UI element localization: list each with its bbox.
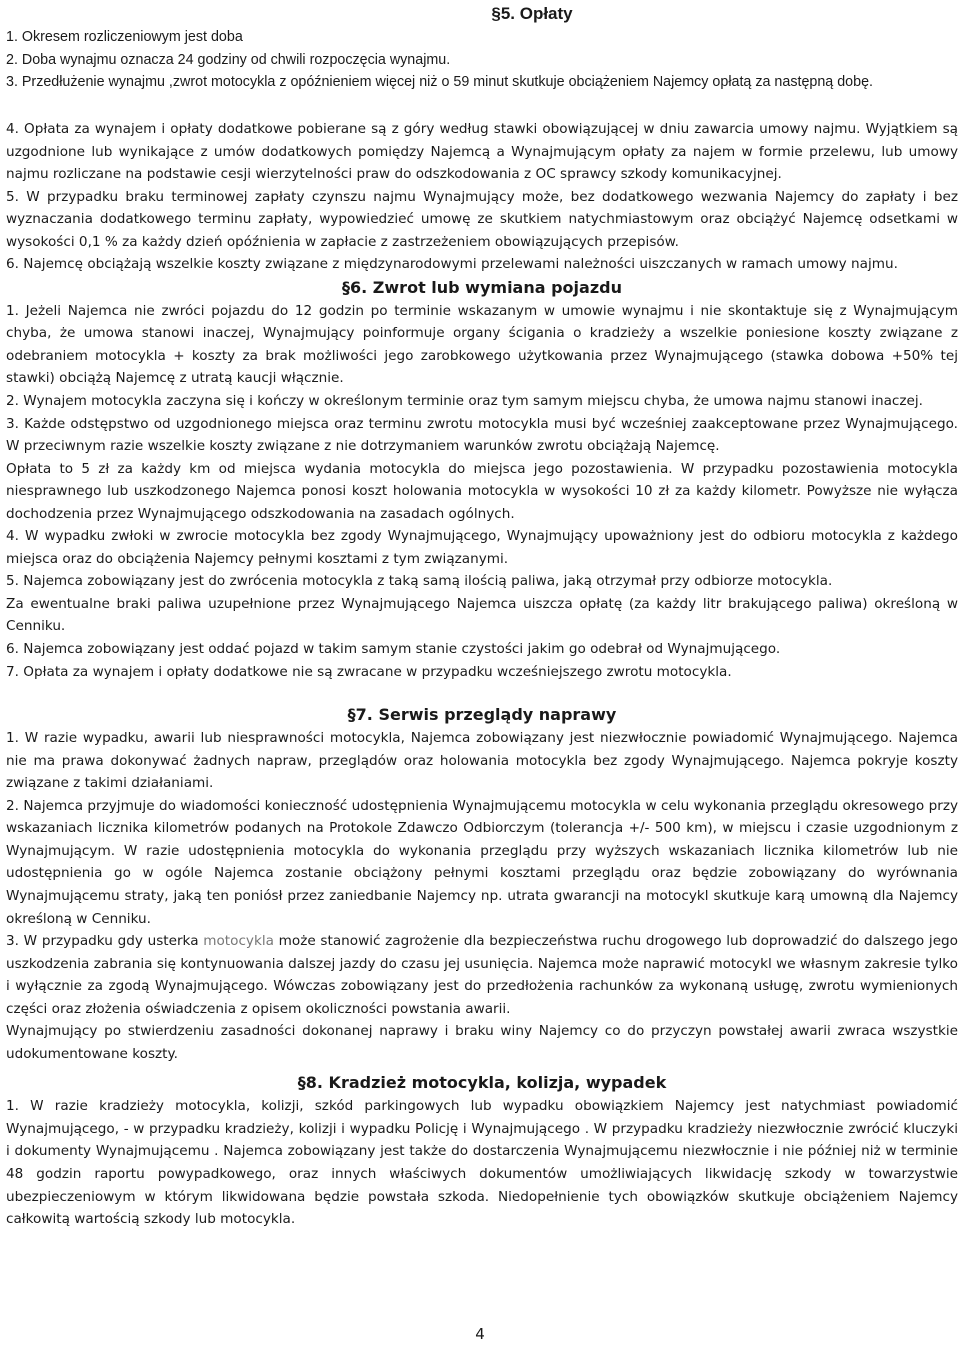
page-number: 4 [475,1325,485,1343]
section-7-item-1: 1. W razie wypadku, awarii lub niesprawności motocykla, Najemca zobowiązany jest niezwłocznie powiadomić Wynajmującego. Najemca nie ma prawa dokonywać żadnych napraw, przeglądów oraz holowania motocykla bez zgody Wynajmującego. Najemca pokryje koszty związane z takimi działaniami. [6,730,958,792]
section-7-item-2: 2. Najemca przyjmuje do wiadomości konieczność udostępnienia Wynajmującemu motocykla w celu wykonania przeglądu okresowego przy wskazaniach licznika kilometrów podanych na Protokole Zdawczo Odbiorczym (tolerancja +/- 500 km), w miejscu i czasie uzgodnionym z Wynajmującym. W razie udostępnienia motocykla do wykonania przeglądu przy wyższych wskazaniach licznika kilometrów lub nie udostępnienia go w ogóle Najemca zostanie obciążony pełnymi kosztami przeglądu oraz będzie zobowiązany do wyrównania Wynajmującemu straty, jaką ten poniósł przez zaniedbanie Najemcy np. utrata gwarancji na motocykl skutkuje karą umowną dla Najemcy określoną w Cenniku. [6,797,958,927]
section-8-title: §8. Kradzież motocykla, kolizja, wypadek [297,1073,667,1093]
section-5-item-2: 2. Doba wynajmu oznacza 24 godziny od chwili rozpoczęcia wynajmu. [6,51,451,68]
section-5-item-3: 3. Przedłużenie wynajmu ,zwrot motocykla z opóźnieniem więcej niż o 59 minut skutkuje obciążeniem Najemcy opłatą za następną dobę. [6,74,873,91]
section-5-title: §5. Opłaty [491,4,573,23]
section-6-item-7: 7. Opłata za wynajem i opłaty dodatkowe nie są zwracane w przypadku wcześniejszego zwrotu motocykla. [6,663,732,680]
section-6-item-3: 3. Każde odstępstwo od uzgodnionego miejsca oraz terminu zwrotu motocykla musi być wcześniej zaakceptowane przez Wynajmującego. W przeciwnym razie wszelkie koszty związane z nie dotrzymaniem warunków zwrotu obciążają Najemcę. [6,415,958,455]
section-5 [6,2,958,94]
section-6-item-5: 5. Najemca zobowiązany jest do zwrócenia motocykla z taką samą ilością paliwa, jaką otrzymał przy odbiorze motocykla. [6,573,833,590]
section-5-item-6: 6. Najemcę obciążają wszelkie koszty związane z międzynarodowymi przelewami należności uiszczanych w ramach umowy najmu. [6,256,898,273]
section-6-title: §6. Zwrot lub wymiana pojazdu [342,277,622,297]
section-7-item-3-start: 3. W przypadku gdy usterka [6,933,204,950]
section-6-item-5-continued: Za ewentualne braki paliwa uzupełnione przez Wynajmującego Najemca uiszcza opłatę (za każdy litr brakującego paliwa) określoną w Cenniku. [6,595,958,635]
section-6-item-3-continued: Opłata to 5 zł za każdy km od miejsca wydania motocykla do miejsca jego pozostawienia. W przypadku pozostawienia motocykla niesprawnego lub uszkodzonego Najemca ponosi koszt holowania motocykla w wysokości 10 zł za każdy kilometr. Powyższe nie wyłącza dochodzenia przez Wynajmującego odszkodowania na zasadach ogólnych. [6,460,958,522]
section-8-item-1: 1. W razie kradzieży motocykla, kolizji, szkód parkingowych lub wypadku obowiązkiem Najemcy jest natychmiast powiadomić Wynajmującego, - w przypadku kradzieży, kolizji i wypadku Policję i Wynajmującego . W przypadku kradzieży niezwłocznie zwrócić kluczyki i dokumenty Wynajmującemu . Najemca zobowiązany jest także do dostarczenia Wynajmującemu niezwłocznie i nie później niż w terminie 48 godzin raportu powypadkowego, oraz innych właściwych dokumentów umożliwiających likwidację szkody w towarzystwie ubezpieczeniowym w którym likwidowana będzie powstała szkoda. Niedopełnienie tych obowiązków skutkuje obciążeniem Najemcy całkowitą wartością szkody lub motocykla. [6,1098,958,1228]
section-6-item-4: 4. W wypadku zwłoki w zwrocie motocykla bez zgody Wynajmującego, Wynajmujący upoważniony jest do odbioru motocykla z każdego miejsca oraz do obciążenia Najemcy pełnymi kosztami z tym związanymi. [6,528,958,567]
section-5-item-4: 4. Opłata za wynajem i opłaty dodatkowe pobierane są z góry według stawki obowiązującej w dniu zawarcia umowy najmu. Wyjątkiem są uzgodnione lub wynikające z umów dodatkowych pomiędzy Najemcą a Wynajmującym opłaty za najem w formie przelewu, lub umowy najmu rozliczane na podstawie cesji wierzytelności praw do odszkodowania z OC sprawcy szkody komunikacyjnej. [6,121,958,183]
section-7-title: §7. Serwis przeglądy naprawy [347,705,617,725]
section-7-item-3-continued: Wynajmujący po stwierdzeniu zasadności dokonanej naprawy i braku winy Najemcy co do przyczyn powstałej awarii zwraca wszystkie udokumentowane koszty. [6,1023,958,1062]
section-7-item-3-rest: może stanowić zagrożenie dla bezpieczeństwa ruchu drogowego lub doprowadzić do dalszego jego uszkodzenia zabrania się kontynuowania dalszej jazdy do czasu jej usunięcia. Najemca może naprawić motocykl we własnym zakresie tylko i wyłącznie za zgodą Wynajmującego. Wówczas zobowiązany jest do przedłożenia rachunków za wykonaną usługę, zwrotu wymienionych części oraz złożenia oświadczenia z opisem okoliczności powstania awarii. [6,933,958,1017]
section-5-item-5: 5. W przypadku braku terminowej zapłaty czynszu najmu Wynajmujący może, bez dodatkowego wezwania Najemcy do zapłaty i bez wyznaczania dodatkowego terminu zapłaty, wypowiedzieć umowę ze skutkiem natychmiastowym oraz obciążyć Najemcę odsetkami w wysokości 0,1 % za każdy dzień opóźnienia w zapłacie z zastrzeżeniem obowiązujących przepisów. [6,188,958,250]
section-6-item-6: 6. Najemca zobowiązany jest oddać pojazd w takim samym stanie czystości jakim go odebrał od Wynajmującego. [6,641,781,658]
section-7-item-3 [6,930,958,1020]
section-7-item-3-grey-word: motocykla [203,933,274,950]
section-6-item-2: 2. Wynajem motocykla zaczyna się i kończy w określonym terminie oraz tym samym miejscu chyba, że umowa najmu stanowi inaczej. [6,393,923,410]
document-body [6,118,958,1231]
section-5-item-1: 1. Okresem rozliczeniowym jest doba [6,29,243,45]
section-6-item-1: 1. Jeżeli Najemca nie zwróci pojazdu do 12 godzin po terminie wskazanym w umowie wynajmu i nie skontaktuje się z Wynajmującym chyba, że umowa stanowi inaczej, Wynajmujący poinformuje organy ścigania o kradzieży a wszelkie poniesione koszty związane z odebraniem motocykla + koszty za brak możliwości jego zarobkowego użytkowania przez Wynajmującego (stawka dobowa +50% tej stawki) obciążą Najemcę z utratą kaucji włącznie. [6,302,958,387]
